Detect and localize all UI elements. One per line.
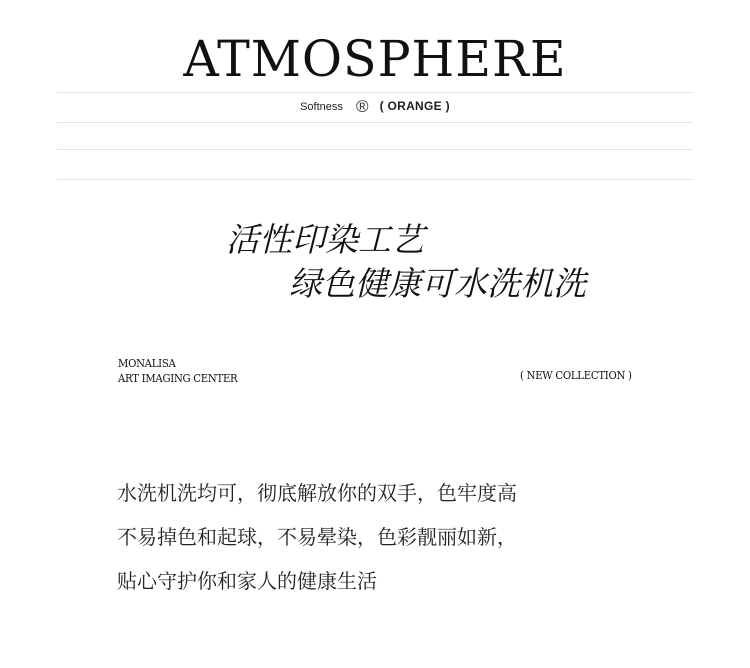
divider-top bbox=[57, 92, 693, 93]
headline-line-2: 绿色健康可水洗机洗 bbox=[289, 264, 586, 303]
description-line-3: 贴心守护你和家人的健康生活 bbox=[117, 569, 377, 593]
studio-name-line-1: MONALISA bbox=[118, 357, 176, 370]
brand-title: ATMOSPHERE bbox=[183, 30, 567, 88]
description-line-1: 水洗机洗均可，彻底解放你的双手，色牢度高 bbox=[117, 481, 517, 505]
studio-name bbox=[118, 356, 237, 386]
divider-3 bbox=[57, 149, 693, 150]
description-line-2: 不易掉色和起球，不易晕染，色彩靓丽如新， bbox=[117, 525, 517, 549]
headline-line-1: 活性印染工艺 bbox=[226, 220, 424, 259]
orange-label: ( ORANGE ) bbox=[379, 99, 450, 113]
collection-label: ( NEW COLLECTION ) bbox=[520, 369, 632, 382]
brand-subline bbox=[0, 96, 750, 117]
divider-4 bbox=[57, 179, 693, 180]
divider-2 bbox=[57, 122, 693, 123]
softness-label: Softness bbox=[300, 101, 343, 113]
description bbox=[117, 476, 517, 608]
registered-icon: ® bbox=[355, 97, 369, 116]
studio-name-line-2: ART IMAGING CENTER bbox=[118, 372, 238, 385]
